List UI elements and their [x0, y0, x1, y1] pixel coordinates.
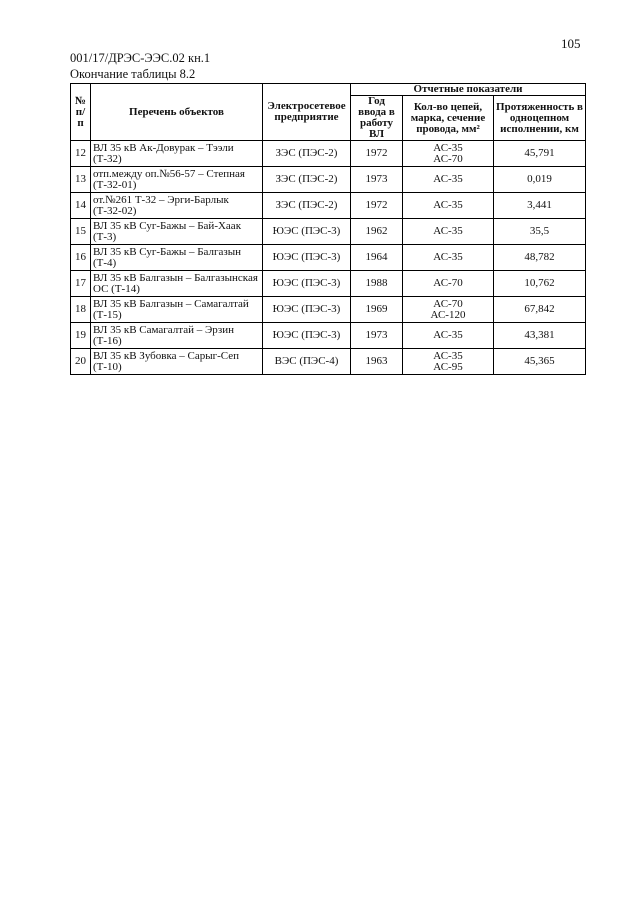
- cell-num: 20: [71, 349, 91, 375]
- cell-length: 3,441: [494, 193, 586, 219]
- cell-num: 17: [71, 271, 91, 297]
- cell-year: 1972: [351, 193, 403, 219]
- cell-length: 45,365: [494, 349, 586, 375]
- cell-enterprise: ЗЭС (ПЭС-2): [263, 167, 351, 193]
- cell-enterprise: ЮЭС (ПЭС-3): [263, 245, 351, 271]
- cell-year: 1969: [351, 297, 403, 323]
- cell-object: ВЛ 35 кВ Суг-Бажы – Балгазын (Т-4): [91, 245, 263, 271]
- cell-wire: [403, 245, 494, 271]
- cell-year: 1973: [351, 323, 403, 349]
- wire-mark: АС-95: [433, 360, 463, 373]
- table-row: [71, 349, 586, 375]
- cell-num: 16: [71, 245, 91, 271]
- cell-year: 1972: [351, 141, 403, 167]
- cell-num: 15: [71, 219, 91, 245]
- cell-enterprise: ЮЭС (ПЭС-3): [263, 297, 351, 323]
- cell-object: ВЛ 35 кВ Самагалтай – Эрзин (Т-16): [91, 323, 263, 349]
- cell-enterprise: ЗЭС (ПЭС-2): [263, 193, 351, 219]
- cell-wire: [403, 349, 494, 375]
- cell-wire: [403, 141, 494, 167]
- cell-wire: [403, 193, 494, 219]
- cell-object: ВЛ 35 кВ Ак-Довурак – Тээли (Т-32): [91, 141, 263, 167]
- cell-object: ВЛ 35 кВ Зубовка – Сарыг-Сеп (Т-10): [91, 349, 263, 375]
- objects-table: [70, 83, 586, 375]
- table-row: [71, 323, 586, 349]
- cell-object: ВЛ 35 кВ Суг-Бажы – Бай-Хаак (Т-3): [91, 219, 263, 245]
- wire-mark: АС-35: [433, 141, 463, 154]
- table-row: [71, 271, 586, 297]
- cell-num: 14: [71, 193, 91, 219]
- cell-wire: [403, 219, 494, 245]
- cell-length: 10,762: [494, 271, 586, 297]
- wire-mark: АС-35: [433, 349, 463, 362]
- table-row: [71, 167, 586, 193]
- cell-enterprise: ЮЭС (ПЭС-3): [263, 271, 351, 297]
- cell-enterprise: ЮЭС (ПЭС-3): [263, 323, 351, 349]
- wire-mark: АС-120: [430, 308, 466, 321]
- wire-mark: АС-35: [433, 199, 463, 211]
- cell-year: 1988: [351, 271, 403, 297]
- cell-length: 43,381: [494, 323, 586, 349]
- header-enterprise: Электросетевое предприятие: [263, 84, 351, 141]
- wire-mark: АС-35: [433, 251, 463, 263]
- table-row: [71, 297, 586, 323]
- table-row: [71, 193, 586, 219]
- header-length: Протяженность в одноцепном исполнении, км: [494, 96, 586, 141]
- cell-length: 45,791: [494, 141, 586, 167]
- cell-wire: [403, 323, 494, 349]
- cell-length: 0,019: [494, 167, 586, 193]
- cell-year: 1973: [351, 167, 403, 193]
- wire-mark: АС-70: [433, 297, 463, 310]
- cell-enterprise: ВЭС (ПЭС-4): [263, 349, 351, 375]
- cell-enterprise: ЮЭС (ПЭС-3): [263, 219, 351, 245]
- cell-year: 1963: [351, 349, 403, 375]
- wire-mark: АС-35: [433, 173, 463, 185]
- header-group: Отчетные показатели: [351, 84, 586, 96]
- header-objects: Перечень объектов: [91, 84, 263, 141]
- cell-object: ВЛ 35 кВ Балгазын – Самагалтай (Т-15): [91, 297, 263, 323]
- cell-wire: [403, 297, 494, 323]
- page-number: 105: [561, 36, 581, 51]
- table-body: [71, 141, 586, 375]
- wire-mark: АС-35: [433, 329, 463, 341]
- cell-enterprise: ЗЭС (ПЭС-2): [263, 141, 351, 167]
- header-year: Год ввода в работу ВЛ: [351, 96, 403, 141]
- cell-wire: [403, 271, 494, 297]
- wire-mark: АС-70: [433, 277, 463, 289]
- cell-object: ВЛ 35 кВ Балгазын – Балгазынская ОС (Т-14): [91, 271, 263, 297]
- cell-wire: [403, 167, 494, 193]
- wire-mark: АС-35: [433, 225, 463, 237]
- cell-num: 19: [71, 323, 91, 349]
- header-num: № п/п: [71, 84, 91, 141]
- cell-object: отп.между оп.№56-57 – Степная (Т-32-01): [91, 167, 263, 193]
- table-caption: Окончание таблицы 8.2: [70, 67, 196, 81]
- wire-mark: АС-70: [433, 152, 463, 165]
- cell-length: 35,5: [494, 219, 586, 245]
- cell-year: 1962: [351, 219, 403, 245]
- cell-length: 48,782: [494, 245, 586, 271]
- cell-year: 1964: [351, 245, 403, 271]
- document-code: 001/17/ДРЭС-ЭЭС.02 кн.1: [70, 51, 211, 65]
- cell-num: 18: [71, 297, 91, 323]
- cell-object: от.№261 Т-32 – Эрги-Барлык (Т-32-02): [91, 193, 263, 219]
- cell-length: 67,842: [494, 297, 586, 323]
- header-wire: Кол-во цепей, марка, сечение провода, мм²: [403, 96, 494, 141]
- table-row: [71, 141, 586, 167]
- cell-num: 13: [71, 167, 91, 193]
- cell-num: 12: [71, 141, 91, 167]
- table-row: [71, 245, 586, 271]
- table-row: [71, 219, 586, 245]
